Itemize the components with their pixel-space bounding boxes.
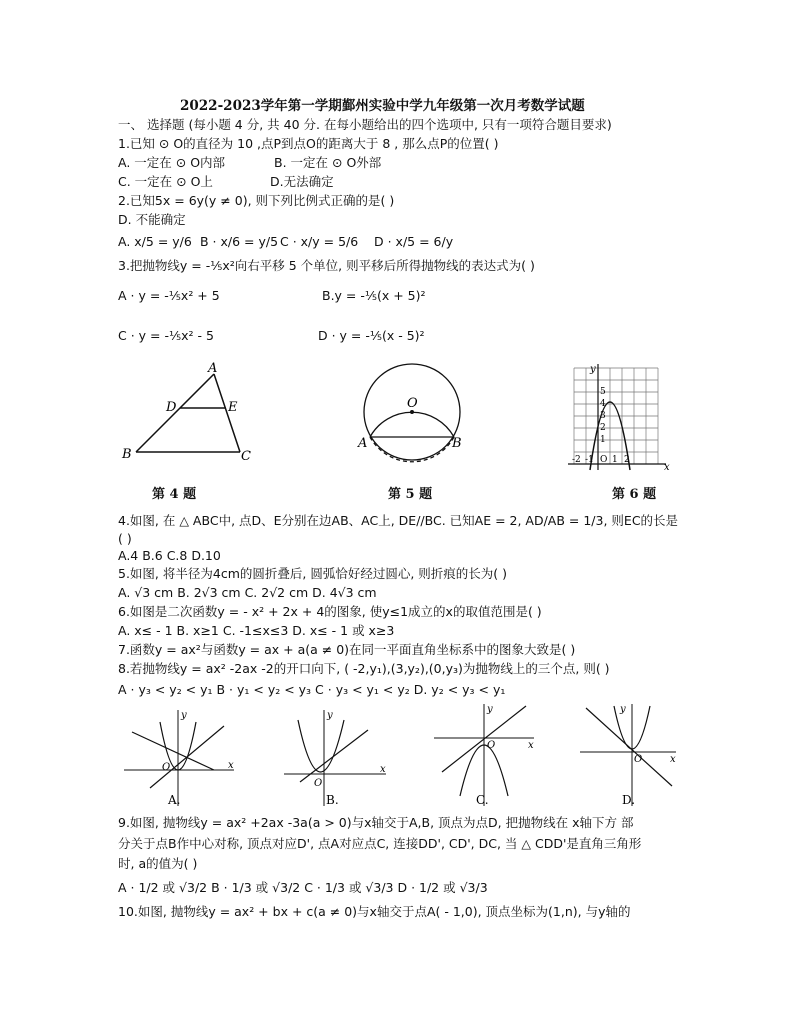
fig6-x-tick-m1: -1 bbox=[585, 455, 594, 465]
q7c-origin: O bbox=[487, 740, 496, 751]
q1-option-d: D.无法确定 bbox=[270, 174, 334, 189]
q7-graph-d bbox=[576, 700, 680, 810]
q4-paren: ( ) bbox=[118, 531, 132, 546]
q7d-axis-y: y bbox=[620, 704, 626, 715]
q7d-origin: O bbox=[634, 754, 643, 765]
q6-options: A. x≤ - 1 B. x≥1 C. -1≤x≤3 D. x≤ - 1 或 x≥3 bbox=[118, 623, 395, 638]
figure-5-circle bbox=[350, 360, 480, 470]
fig4-label-e: E bbox=[228, 400, 238, 415]
q3-option-b: B.y = -⅕(x + 5)² bbox=[322, 288, 426, 303]
q2-extra: D. 不能确定 bbox=[118, 212, 186, 227]
q3-option-d: D · y = -⅕(x - 5)² bbox=[318, 328, 425, 343]
q2-option-b: B · x/6 = y/5 bbox=[200, 234, 279, 249]
fig5-label-o: O bbox=[407, 396, 418, 411]
fig6-y-tick-2: 2 bbox=[600, 423, 606, 433]
q6-stem: 6.如图是二次函数y = - x² + 2x + 4的图象, 使y≤1成立的x的取值范围是( ) bbox=[118, 604, 542, 619]
q7d-axis-x: x bbox=[670, 754, 676, 765]
exam-title: 2022-2023学年第一学期鄞州实验中学九年级第一次月考数学试题 bbox=[180, 98, 585, 114]
q7a-origin: O bbox=[162, 762, 171, 773]
fig6-axis-x: x bbox=[664, 462, 670, 473]
fig4-label-a: A bbox=[208, 361, 218, 376]
q7d-label: D. bbox=[622, 793, 636, 807]
q7-stem: 7.函数y = ax²与函数y = ax + a(a ≠ 0)在同一平面直角坐标系中的图象大致是( ) bbox=[118, 642, 576, 657]
q3-option-c: C · y = -⅕x² - 5 bbox=[118, 328, 214, 343]
q5-stem: 5.如图, 将半径为4cm的圆折叠后, 圆弧恰好经过圆心, 则折痕的长为( ) bbox=[118, 566, 507, 581]
fig4-label-c: C bbox=[241, 449, 251, 464]
q7-graph-c bbox=[430, 700, 536, 810]
q8-options: A · y₃ < y₂ < y₁ B · y₁ < y₂ < y₃ C · y₃ < y₁ < y₂ D. y₂ < y₃ < y₁ bbox=[118, 682, 506, 697]
fig6-y-tick-4: 4 bbox=[600, 399, 606, 409]
q10-line1: 10.如图, 抛物线y = ax² + bx + c(a ≠ 0)与x轴交于点A( - 1,0), 顶点坐标为(1,n), 与y轴的 bbox=[118, 904, 631, 919]
q2-option-d: D · x/5 = 6/y bbox=[374, 234, 454, 249]
q7b-label: B. bbox=[326, 793, 339, 807]
q4-stem: 4.如图, 在 △ ABC中, 点D、E分别在边AB、AC上, DE//BC. 已知AE = 2, AD/AB = 1/3, 则EC的长是 bbox=[118, 513, 679, 528]
fig4-caption: 第 4 题 bbox=[152, 487, 197, 502]
q3-option-a: A · y = -⅕x² + 5 bbox=[118, 288, 220, 303]
fig6-caption: 第 6 题 bbox=[612, 487, 657, 502]
q7b-axis-x: x bbox=[380, 764, 386, 775]
q1-option-b: B. 一定在 ⊙ O外部 bbox=[274, 155, 382, 170]
q4-options: A.4 B.6 C.8 D.10 bbox=[118, 548, 221, 563]
q7-graph-b bbox=[280, 706, 390, 810]
q7c-axis-y: y bbox=[487, 704, 493, 715]
fig6-x-tick-1: 1 bbox=[612, 455, 618, 465]
fig5-caption: 第 5 题 bbox=[388, 487, 433, 502]
fig4-label-b: B bbox=[122, 447, 132, 462]
q1-option-c: C. 一定在 ⊙ O上 bbox=[118, 174, 213, 189]
q9-line1: 9.如图, 抛物线y = ax² +2ax -3a(a > 0)与x轴交于A,B, 顶点为点D, 把抛物线在 x轴下方 部 bbox=[118, 815, 634, 830]
figure-4-triangle bbox=[118, 360, 268, 465]
q9-options: A · 1/2 或 √3/2 B · 1/3 或 √3/2 C · 1/3 或 √3/3 D · 1/2 或 √3/3 bbox=[118, 880, 488, 895]
q9-line3: 时, a的值为( ) bbox=[118, 856, 198, 871]
q7b-axis-y: y bbox=[327, 710, 333, 721]
q2-option-a: A. x/5 = y/6 bbox=[118, 234, 192, 249]
q7c-label: C. bbox=[476, 793, 489, 807]
q7a-axis-x: x bbox=[228, 760, 234, 771]
q3-stem: 3.把抛物线y = -⅕x²向右平移 5 个单位, 则平移后所得抛物线的表达式为( ) bbox=[118, 258, 535, 273]
fig4-label-d: D bbox=[166, 400, 177, 415]
q7c-axis-x: x bbox=[528, 740, 534, 751]
q7-graph-a bbox=[120, 706, 238, 810]
q9-line2: 分关于点B作中心对称, 顶点对应D', 点A对应点C, 连接DD', CD', DC, 当 △ CDD'是直角三角形 bbox=[118, 836, 642, 851]
fig6-x-tick-o: O bbox=[600, 455, 608, 465]
q7b-origin: O bbox=[314, 778, 323, 789]
figure-6-parabola-grid bbox=[562, 362, 674, 474]
fig5-label-a: A bbox=[358, 436, 368, 451]
fig5-label-b: B bbox=[452, 436, 462, 451]
fig6-y-tick-3: 3 bbox=[600, 411, 606, 421]
fig6-x-tick-m2: -2 bbox=[572, 455, 581, 465]
q2-stem: 2.已知5x = 6y(y ≠ 0), 则下列比例式正确的是( ) bbox=[118, 193, 395, 208]
q1-option-a: A. 一定在 ⊙ O内部 bbox=[118, 155, 226, 170]
q2-option-c: C · x/y = 5/6 bbox=[280, 234, 359, 249]
fig6-axis-y: y bbox=[590, 364, 596, 375]
q7a-axis-y: y bbox=[181, 710, 187, 721]
section-heading: 一、 选择题 (每小题 4 分, 共 40 分. 在每小题给出的四个选项中, 只有一项符合题目要求) bbox=[118, 117, 612, 132]
fig6-y-tick-1: 1 bbox=[600, 435, 606, 445]
fig6-x-tick-2: 2 bbox=[624, 455, 630, 465]
q5-options: A. √3 cm B. 2√3 cm C. 2√2 cm D. 4√3 cm bbox=[118, 585, 377, 600]
q8-stem: 8.若抛物线y = ax² -2ax -2的开口向下, ( -2,y₁),(3,y₂),(0,y₃)为抛物线上的三个点, 则( ) bbox=[118, 661, 610, 676]
fig6-y-tick-5: 5 bbox=[600, 387, 606, 397]
q7a-label: A. bbox=[168, 793, 181, 807]
q1-stem: 1.已知 ⊙ O的直径为 10 ,点P到点O的距离大于 8 , 那么点P的位置( ) bbox=[118, 136, 499, 151]
